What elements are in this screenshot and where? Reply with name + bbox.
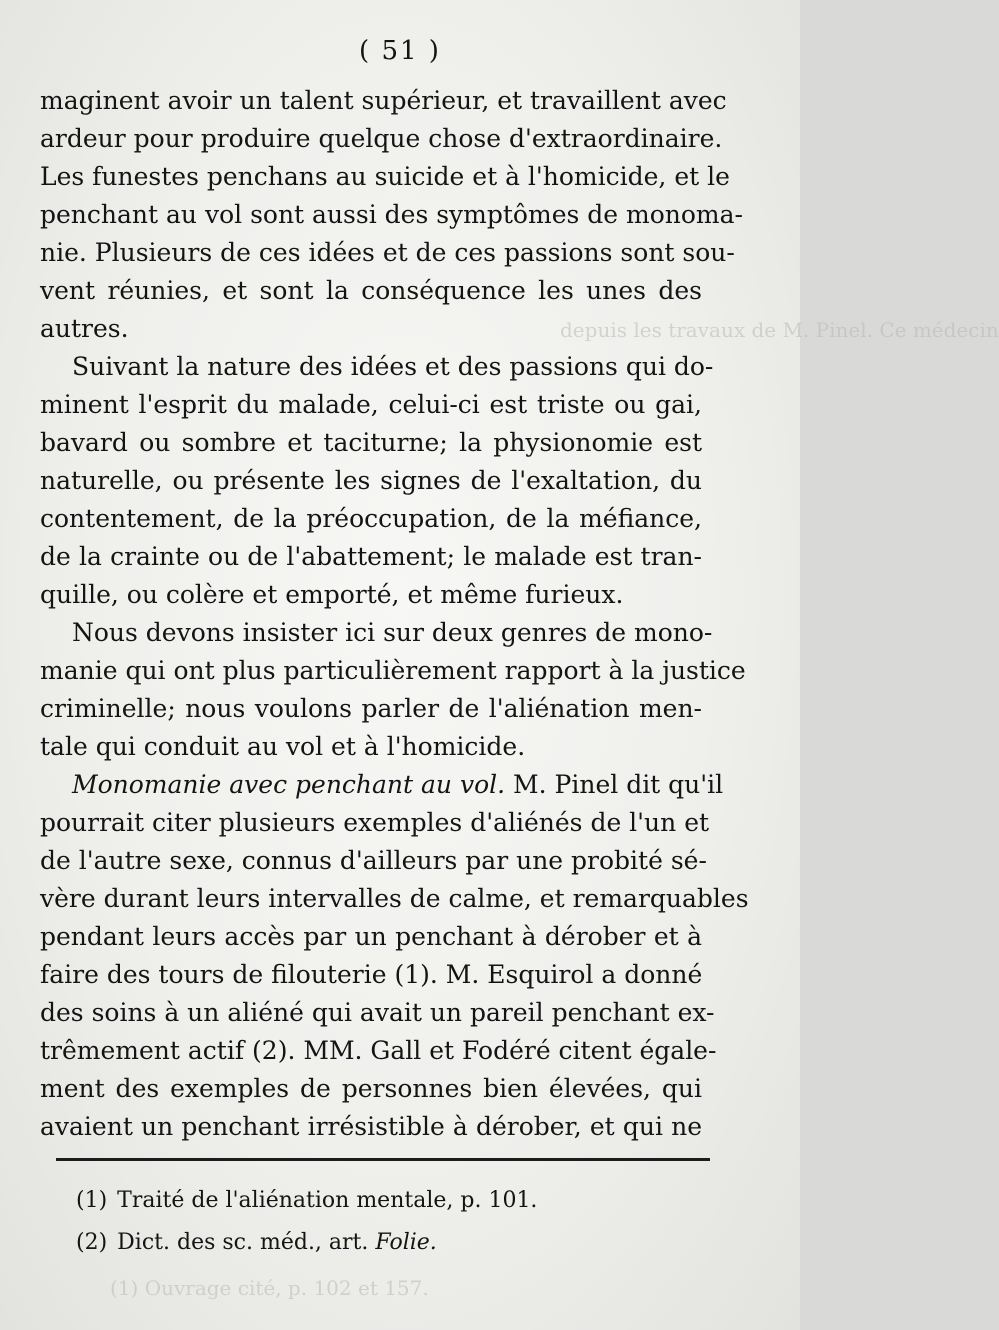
show-through-text: depuis les travaux de M. Pinel. Ce médecin: [560, 318, 999, 342]
text-line: maginent avoir un talent supérieur, et travaillent avec: [40, 86, 727, 115]
section-heading: Monomanie avec penchant au vol.: [72, 770, 506, 799]
text-line: vent réunies, et sont la conséquence les unes des: [40, 276, 702, 305]
show-through-text: (1) Ouvrage cité, p. 102 et 157.: [110, 1276, 429, 1300]
text-line: penchant au vol sont aussi des symptômes de monoma-: [40, 200, 743, 229]
body-text: [40, 82, 749, 1146]
text-line: naturelle, ou présente les signes de l'exaltation, du: [40, 466, 702, 495]
text-line: de l'autre sexe, connus d'ailleurs par une probité sé-: [40, 846, 707, 875]
footnote-marker: (1): [76, 1188, 108, 1213]
text-line: ment des exemples de personnes bien élevées, qui: [40, 1074, 702, 1103]
text-line: des soins à un aliéné qui avait un pareil penchant ex-: [40, 998, 715, 1027]
text-line: contentement, de la préoccupation, de la méfiance,: [40, 504, 702, 533]
text-line: quille, ou colère et emporté, et même furieux.: [40, 580, 624, 609]
text-line: [40, 766, 724, 804]
text-line: trêmement actif (2). MM. Gall et Fodéré citent égale-: [40, 1036, 717, 1065]
text-line: manie qui ont plus particulièrement rapport à la justice: [40, 656, 746, 685]
footnote: [76, 1222, 696, 1264]
text-line: vère durant leurs intervalles de calme, et remarquables: [40, 884, 749, 913]
footnote-divider: [56, 1158, 710, 1161]
text-line: criminelle; nous voulons parler de l'aliénation men-: [40, 694, 702, 723]
footnote: [76, 1180, 696, 1222]
paragraph: [40, 766, 749, 1146]
text-line: de la crainte ou de l'abattement; le malade est tran-: [40, 542, 702, 571]
text-line: autres.: [40, 314, 129, 343]
text-line: Suivant la nature des idées et des passions qui do-: [72, 352, 714, 381]
page-number: ( 51 ): [359, 36, 441, 66]
text-line: nie. Plusieurs de ces idées et de ces passions sont sou-: [40, 238, 735, 267]
text-fragment: M. Pinel dit qu'il: [505, 770, 724, 799]
text-line: avaient un penchant irrésistible à dérober, et qui ne: [40, 1112, 702, 1141]
paragraph: [40, 614, 746, 766]
text-line: Nous devons insister ici sur deux genres de mono-: [72, 618, 713, 647]
text-line: ardeur pour produire quelque chose d'extraordinaire.: [40, 124, 723, 153]
footnote-marker: (2): [76, 1230, 108, 1255]
text-line: pourrait citer plusieurs exemples d'aliénés de l'un et: [40, 808, 710, 837]
text-line: tale qui conduit au vol et à l'homicide.: [40, 732, 526, 761]
paragraph: [40, 348, 714, 614]
footnote-text: Traité de l'aliénation mentale, p. 101.: [117, 1188, 538, 1213]
paragraph: [40, 82, 743, 348]
footnote-text-italic: Folie.: [375, 1230, 437, 1255]
text-line: bavard ou sombre et taciturne; la physionomie est: [40, 428, 702, 457]
text-line: faire des tours de filouterie (1). M. Esquirol a donné: [40, 960, 703, 989]
text-line: pendant leurs accès par un penchant à dérober et à: [40, 922, 702, 951]
text-line: Les funestes penchans au suicide et à l'homicide, et le: [40, 162, 730, 191]
text-line: minent l'esprit du malade, celui-ci est triste ou gai,: [40, 390, 702, 419]
footnotes: [76, 1180, 696, 1264]
footnote-text: Dict. des sc. méd., art.: [117, 1230, 376, 1255]
